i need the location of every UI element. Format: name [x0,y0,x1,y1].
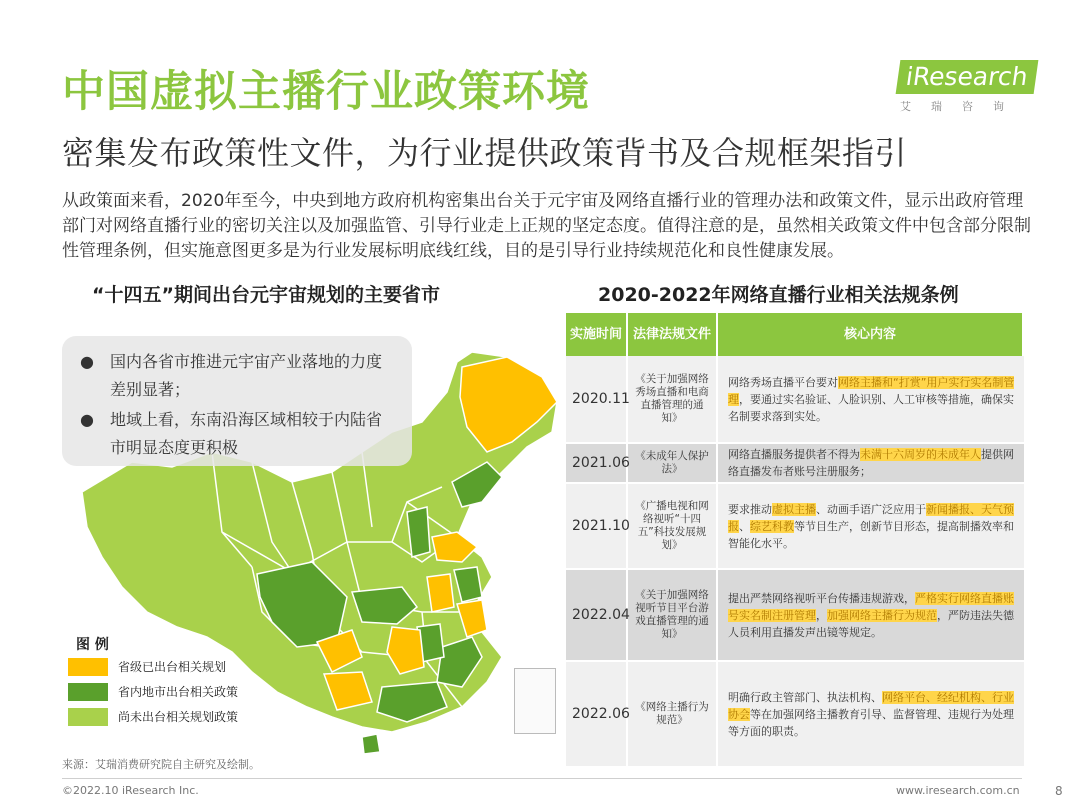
cell-document: 《未成年人保护法》 [628,444,718,484]
cell-time: 2022.04 [566,570,628,662]
table-row [566,570,1024,662]
map-region-hainan [362,734,380,754]
copyright: ©2022.10 iResearch Inc. [62,784,199,797]
table-row [566,444,1024,484]
cell-content [718,356,1024,444]
content-text: 网络秀场直播平台要对 [728,375,838,389]
legend-swatch-dark-green [68,683,108,701]
highlighted-text: 网络平台、经纪机构、行业协会 [728,690,1014,721]
table-header-row [566,313,1024,356]
regulations-table [566,313,1024,768]
cell-content [718,484,1024,570]
source-note: 来源：艾瑞消费研究院自主研究及绘制。 [62,758,260,771]
legend-swatch-yellow [68,658,108,676]
cell-time: 2021.06 [566,444,628,484]
table-row [566,662,1024,768]
note-item [80,348,390,404]
highlighted-text: 网络主播和“打赏”用户实行实名制管理 [728,375,1015,406]
legend-label: 尚未出台相关规划政策 [118,710,239,724]
content-text: ， [816,608,827,622]
note-text: 地域上看，东南沿海区域相较于内陆省市明显态度更积极 [110,410,383,457]
highlighted-text: 未满十六周岁的未成年人 [860,448,981,461]
table-heading: 2020-2022年网络直播行业相关法规条例 [598,284,959,306]
highlighted-text: 综艺科教 [750,519,794,533]
logo-subtext: 艾瑞咨询 [900,100,1024,113]
content-text: 要求推动 [728,502,772,516]
bullet-icon: ● [80,352,94,371]
content-text: 等在加强网络主播教育引导、监督管理、违规行为处理等方面的职责。 [728,707,1014,738]
map-region-anhui [427,574,454,612]
content-text: 提供网络直播发布者账号注册服务； [728,448,1014,478]
content-text: 、动画手语广泛应用于 [816,502,926,516]
content-text: 、 [739,519,750,533]
map-region-shanxi [407,507,430,557]
cell-content [718,444,1024,484]
table-row [566,356,1024,444]
legend-label: 省内地市出台相关政策 [118,685,239,699]
cell-document: 《关于加强网络视听节目平台游戏直播管理的通知》 [628,570,718,662]
page-number: 8 [1055,784,1063,798]
page-title: 中国虚拟主播行业政策环境 [62,67,590,117]
map-heading: “十四五”期间出台元宇宙规划的主要省市 [92,284,440,306]
cell-content [718,570,1024,662]
col-header-time: 实施时间 [566,313,628,356]
content-text: ，要通过实名验证、人脸识别、人工审核等措施，确保实名制要求落到实处。 [728,392,1014,423]
note-item [80,406,390,462]
map-notes [62,336,412,466]
highlighted-text: 虚拟主播 [772,502,816,516]
highlighted-text: 新闻播报、天气预报 [728,502,1014,533]
content-text: ，严防违法失德人员利用直播发声出镜等规定。 [728,608,1014,639]
intro-paragraph: 从政策面来看，2020年至今，中央到地方政府机构密集出台关于元宇宙及网络直播行业的管理办法和政策文件，显示出政府管理部门对网络直播行业的密切关注以及加强监管、引导行业走上正规的坚定态度。值得注意的是，虽然相关政策文件中包含部分限制性管理条例，但实施意图更多是为行业发展标明底线红线，目的是引导行业持续规范化和良性健康发展。 [62,191,1031,261]
bullet-icon: ● [80,410,94,429]
highlighted-text: 加强网络主播行为规范 [827,608,937,622]
content-text: 网络直播服务提供者不得为 [728,448,860,461]
highlighted-text: 严格实行网络直播账号实名制注册管理 [728,591,1014,622]
cell-document: 《广播电视和网络视听“十四五”科技发展规划》 [628,484,718,570]
cell-content [718,662,1024,768]
content-text: 等节目生产，创新节目形态，提高制播效率和智能化水平。 [728,519,1014,550]
south-china-sea-inset [514,668,556,734]
cell-time: 2022.06 [566,662,628,768]
col-header-doc: 法律法规文件 [628,313,718,356]
cell-document: 《网络主播行为规范》 [628,662,718,768]
col-header-content: 核心内容 [718,313,1024,356]
table-row [566,484,1024,570]
content-text: 明确行政主管部门、执法机构、 [728,690,882,704]
iresearch-logo [890,58,1030,120]
note-text: 国内各省市推进元宇宙产业落地的力度差别显著； [110,352,383,399]
legend-title: 图 例 [76,637,109,653]
page-subtitle: 密集发布政策性文件，为行业提供政策背书及合规框架指引 [62,134,908,172]
logo-wordmark: iResearch [896,60,1038,94]
cell-time: 2021.10 [566,484,628,570]
cell-document: 《关于加强网络秀场直播和电商直播管理的通知》 [628,356,718,444]
cell-time: 2020.11 [566,356,628,444]
content-text: 提出严禁网络视听平台传播违规游戏， [728,591,915,605]
legend-swatch-light-green [68,708,108,726]
footer-divider [62,778,1022,779]
website-link[interactable]: www.iresearch.com.cn [896,784,1020,797]
legend-label: 省级已出台相关规划 [118,660,227,674]
